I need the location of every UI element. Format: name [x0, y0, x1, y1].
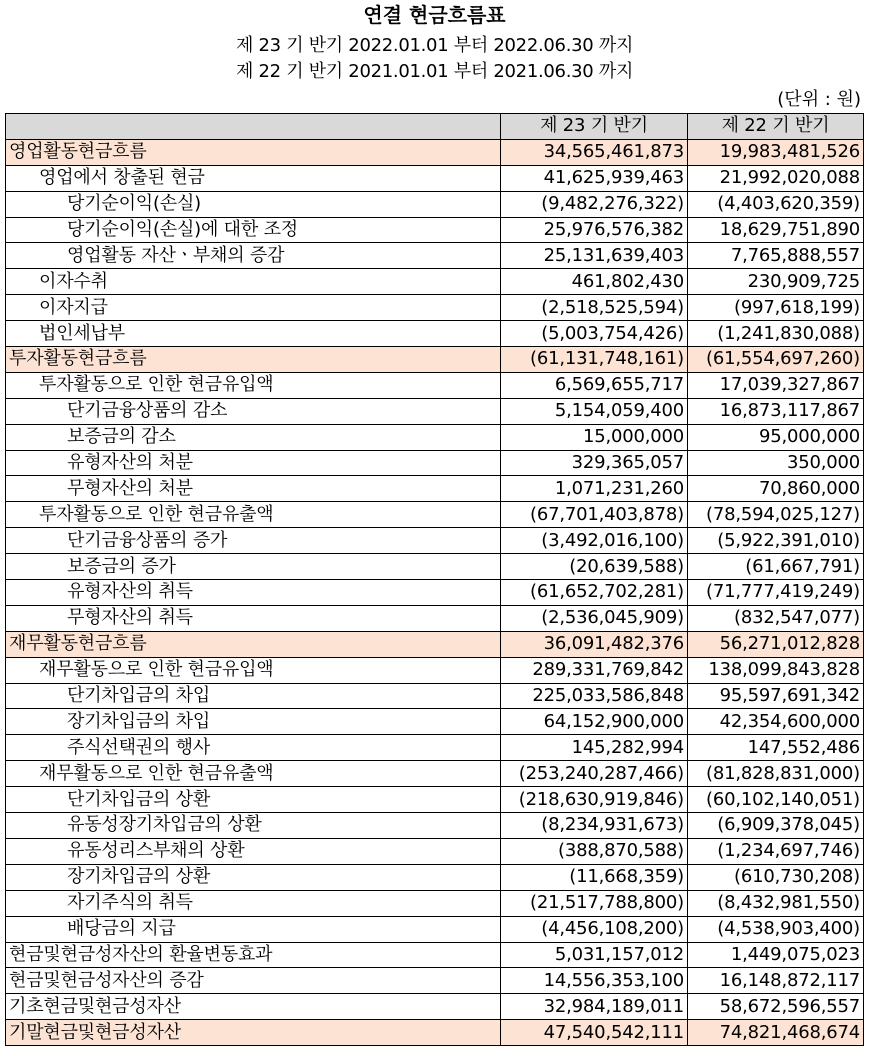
row-label: 자기주식의 취득: [6, 890, 501, 916]
prior-period-value: 19,983,481,526: [688, 139, 864, 165]
prior-period-value: 230,909,725: [688, 269, 864, 295]
current-period-value: (61,652,702,281): [501, 580, 688, 606]
table-row: [6, 657, 864, 683]
row-label: 당기순이익(손실): [6, 191, 501, 217]
current-period-value: 145,282,994: [501, 735, 688, 761]
statement-title: 연결 현금흐름표: [363, 3, 506, 27]
prior-period-value: 74,821,468,674: [688, 1020, 864, 1046]
current-period-value: 461,802,430: [501, 269, 688, 295]
prior-period-value: 56,271,012,828: [688, 631, 864, 657]
prior-period-value: (832,547,077): [688, 605, 864, 631]
prior-period-value: 350,000: [688, 450, 864, 476]
row-label: 재무활동으로 인한 현금유입액: [6, 657, 501, 683]
prior-period-value: 147,552,486: [688, 735, 864, 761]
row-label: 이자지급: [6, 295, 501, 321]
current-period-value: (388,870,588): [501, 838, 688, 864]
current-period-value: 289,331,769,842: [501, 657, 688, 683]
table-row: [6, 372, 864, 398]
row-label: 유형자산의 처분: [6, 450, 501, 476]
prior-period-value: (81,828,831,000): [688, 761, 864, 787]
prior-period-value: (1,234,697,746): [688, 838, 864, 864]
current-period-value: 225,033,586,848: [501, 683, 688, 709]
row-label: 영업에서 창출된 현금: [6, 165, 501, 191]
table-row: [6, 424, 864, 450]
row-label: 무형자산의 취득: [6, 605, 501, 631]
current-period-value: 41,625,939,463: [501, 165, 688, 191]
current-period-value: 36,091,482,376: [501, 631, 688, 657]
row-label: 투자활동현금흐름: [6, 347, 501, 373]
table-row: [6, 709, 864, 735]
row-label: 투자활동으로 인한 현금유입액: [6, 372, 501, 398]
row-label: 영업활동 자산ㆍ부채의 증감: [6, 243, 501, 269]
period-current: 제 23 기 반기 2022.01.01 부터 2022.06.30 까지: [235, 35, 634, 56]
table-row: [6, 864, 864, 890]
row-label: 재무활동으로 인한 현금유출액: [6, 761, 501, 787]
prior-period-value: (610,730,208): [688, 864, 864, 890]
row-label: 재무활동현금흐름: [6, 631, 501, 657]
prior-period-value: (78,594,025,127): [688, 502, 864, 528]
row-label: 당기순이익(손실)에 대한 조정: [6, 217, 501, 243]
table-row: [6, 139, 864, 165]
prior-period-value: 95,000,000: [688, 424, 864, 450]
table-row: [6, 942, 864, 968]
row-label: 보증금의 증가: [6, 554, 501, 580]
table-row: [6, 528, 864, 554]
prior-period-value: (60,102,140,051): [688, 787, 864, 813]
row-label: 유동성리스부채의 상환: [6, 838, 501, 864]
prior-period-value: 7,765,888,557: [688, 243, 864, 269]
table-row: [6, 683, 864, 709]
current-period-value: (61,131,748,161): [501, 347, 688, 373]
current-period-value: 6,569,655,717: [501, 372, 688, 398]
table-row: [6, 580, 864, 606]
current-period-value: (20,639,588): [501, 554, 688, 580]
row-label: 유형자산의 취득: [6, 580, 501, 606]
current-period-value: (67,701,403,878): [501, 502, 688, 528]
table-row: [6, 269, 864, 295]
table-row: [6, 813, 864, 839]
table-row: [6, 321, 864, 347]
prior-period-value: (1,241,830,088): [688, 321, 864, 347]
table-row: [6, 347, 864, 373]
table-row: [6, 761, 864, 787]
prior-period-value: (997,618,199): [688, 295, 864, 321]
current-period-value: 32,984,189,011: [501, 994, 688, 1020]
table-row: [6, 191, 864, 217]
cash-flow-table: [5, 113, 864, 1046]
period-prior: 제 22 기 반기 2021.01.01 부터 2021.06.30 까지: [235, 61, 634, 82]
current-period-value: 5,154,059,400: [501, 398, 688, 424]
table-row: [6, 165, 864, 191]
prior-period-value: 95,597,691,342: [688, 683, 864, 709]
table-row: [6, 217, 864, 243]
row-label: 장기차입금의 차입: [6, 709, 501, 735]
prior-period-value: 16,873,117,867: [688, 398, 864, 424]
table-row: [6, 502, 864, 528]
unit-label: (단위 : 원): [777, 89, 861, 110]
table-row: [6, 605, 864, 631]
table-header-row: [6, 114, 864, 140]
row-label: 단기금융상품의 증가: [6, 528, 501, 554]
row-label: 유동성장기차입금의 상환: [6, 813, 501, 839]
table-row: [6, 631, 864, 657]
prior-period-value: (8,432,981,550): [688, 890, 864, 916]
row-label: 단기차입금의 차입: [6, 683, 501, 709]
table-body: [6, 139, 864, 1045]
table-row: [6, 890, 864, 916]
row-label: 투자활동으로 인한 현금유출액: [6, 502, 501, 528]
row-label: 현금및현금성자산의 환율변동효과: [6, 942, 501, 968]
prior-period-value: 16,148,872,117: [688, 968, 864, 994]
prior-period-value: (4,403,620,359): [688, 191, 864, 217]
current-period-value: 34,565,461,873: [501, 139, 688, 165]
current-period-value: (2,518,525,594): [501, 295, 688, 321]
row-label: 보증금의 감소: [6, 424, 501, 450]
prior-period-value: 17,039,327,867: [688, 372, 864, 398]
row-label: 무형자산의 처분: [6, 476, 501, 502]
prior-period-value: (4,538,903,400): [688, 916, 864, 942]
current-period-value: 14,556,353,100: [501, 968, 688, 994]
row-label: 장기차입금의 상환: [6, 864, 501, 890]
row-label: 현금및현금성자산의 증감: [6, 968, 501, 994]
current-period-value: (4,456,108,200): [501, 916, 688, 942]
row-label: 법인세납부: [6, 321, 501, 347]
prior-period-value: (71,777,419,249): [688, 580, 864, 606]
table-row: [6, 968, 864, 994]
current-period-value: (8,234,931,673): [501, 813, 688, 839]
prior-period-value: (6,909,378,045): [688, 813, 864, 839]
prior-period-value: (61,554,697,260): [688, 347, 864, 373]
row-label: 기초현금및현금성자산: [6, 994, 501, 1020]
row-label: 단기금융상품의 감소: [6, 398, 501, 424]
table-row: [6, 994, 864, 1020]
current-period-value: (2,536,045,909): [501, 605, 688, 631]
header-current-period: 제 23 기 반기: [501, 114, 688, 140]
current-period-value: (9,482,276,322): [501, 191, 688, 217]
current-period-value: (3,492,016,100): [501, 528, 688, 554]
table-row: [6, 838, 864, 864]
row-label: 배당금의 지급: [6, 916, 501, 942]
prior-period-value: (5,922,391,010): [688, 528, 864, 554]
current-period-value: 64,152,900,000: [501, 709, 688, 735]
header-item-column: [6, 114, 501, 140]
prior-period-value: 21,992,020,088: [688, 165, 864, 191]
current-period-value: 25,131,639,403: [501, 243, 688, 269]
current-period-value: 5,031,157,012: [501, 942, 688, 968]
row-label: 주식선택권의 행사: [6, 735, 501, 761]
current-period-value: (218,630,919,846): [501, 787, 688, 813]
prior-period-value: 42,354,600,000: [688, 709, 864, 735]
prior-period-value: 58,672,596,557: [688, 994, 864, 1020]
table-row: [6, 735, 864, 761]
prior-period-value: 138,099,843,828: [688, 657, 864, 683]
header-prior-period: 제 22 기 반기: [688, 114, 864, 140]
current-period-value: (11,668,359): [501, 864, 688, 890]
prior-period-value: 1,449,075,023: [688, 942, 864, 968]
prior-period-value: 18,629,751,890: [688, 217, 864, 243]
table-row: [6, 398, 864, 424]
current-period-value: 25,976,576,382: [501, 217, 688, 243]
row-label: 단기차입금의 상환: [6, 787, 501, 813]
table-row: [6, 916, 864, 942]
table-row: [6, 243, 864, 269]
current-period-value: 329,365,057: [501, 450, 688, 476]
current-period-value: 1,071,231,260: [501, 476, 688, 502]
current-period-value: (21,517,788,800): [501, 890, 688, 916]
prior-period-value: 70,860,000: [688, 476, 864, 502]
table-row: [6, 476, 864, 502]
table-row: [6, 1020, 864, 1046]
row-label: 기말현금및현금성자산: [6, 1020, 501, 1046]
table-row: [6, 295, 864, 321]
table-row: [6, 787, 864, 813]
row-label: 영업활동현금흐름: [6, 139, 501, 165]
current-period-value: 15,000,000: [501, 424, 688, 450]
table-row: [6, 450, 864, 476]
table-row: [6, 554, 864, 580]
current-period-value: (253,240,287,466): [501, 761, 688, 787]
current-period-value: 47,540,542,111: [501, 1020, 688, 1046]
row-label: 이자수취: [6, 269, 501, 295]
current-period-value: (5,003,754,426): [501, 321, 688, 347]
prior-period-value: (61,667,791): [688, 554, 864, 580]
